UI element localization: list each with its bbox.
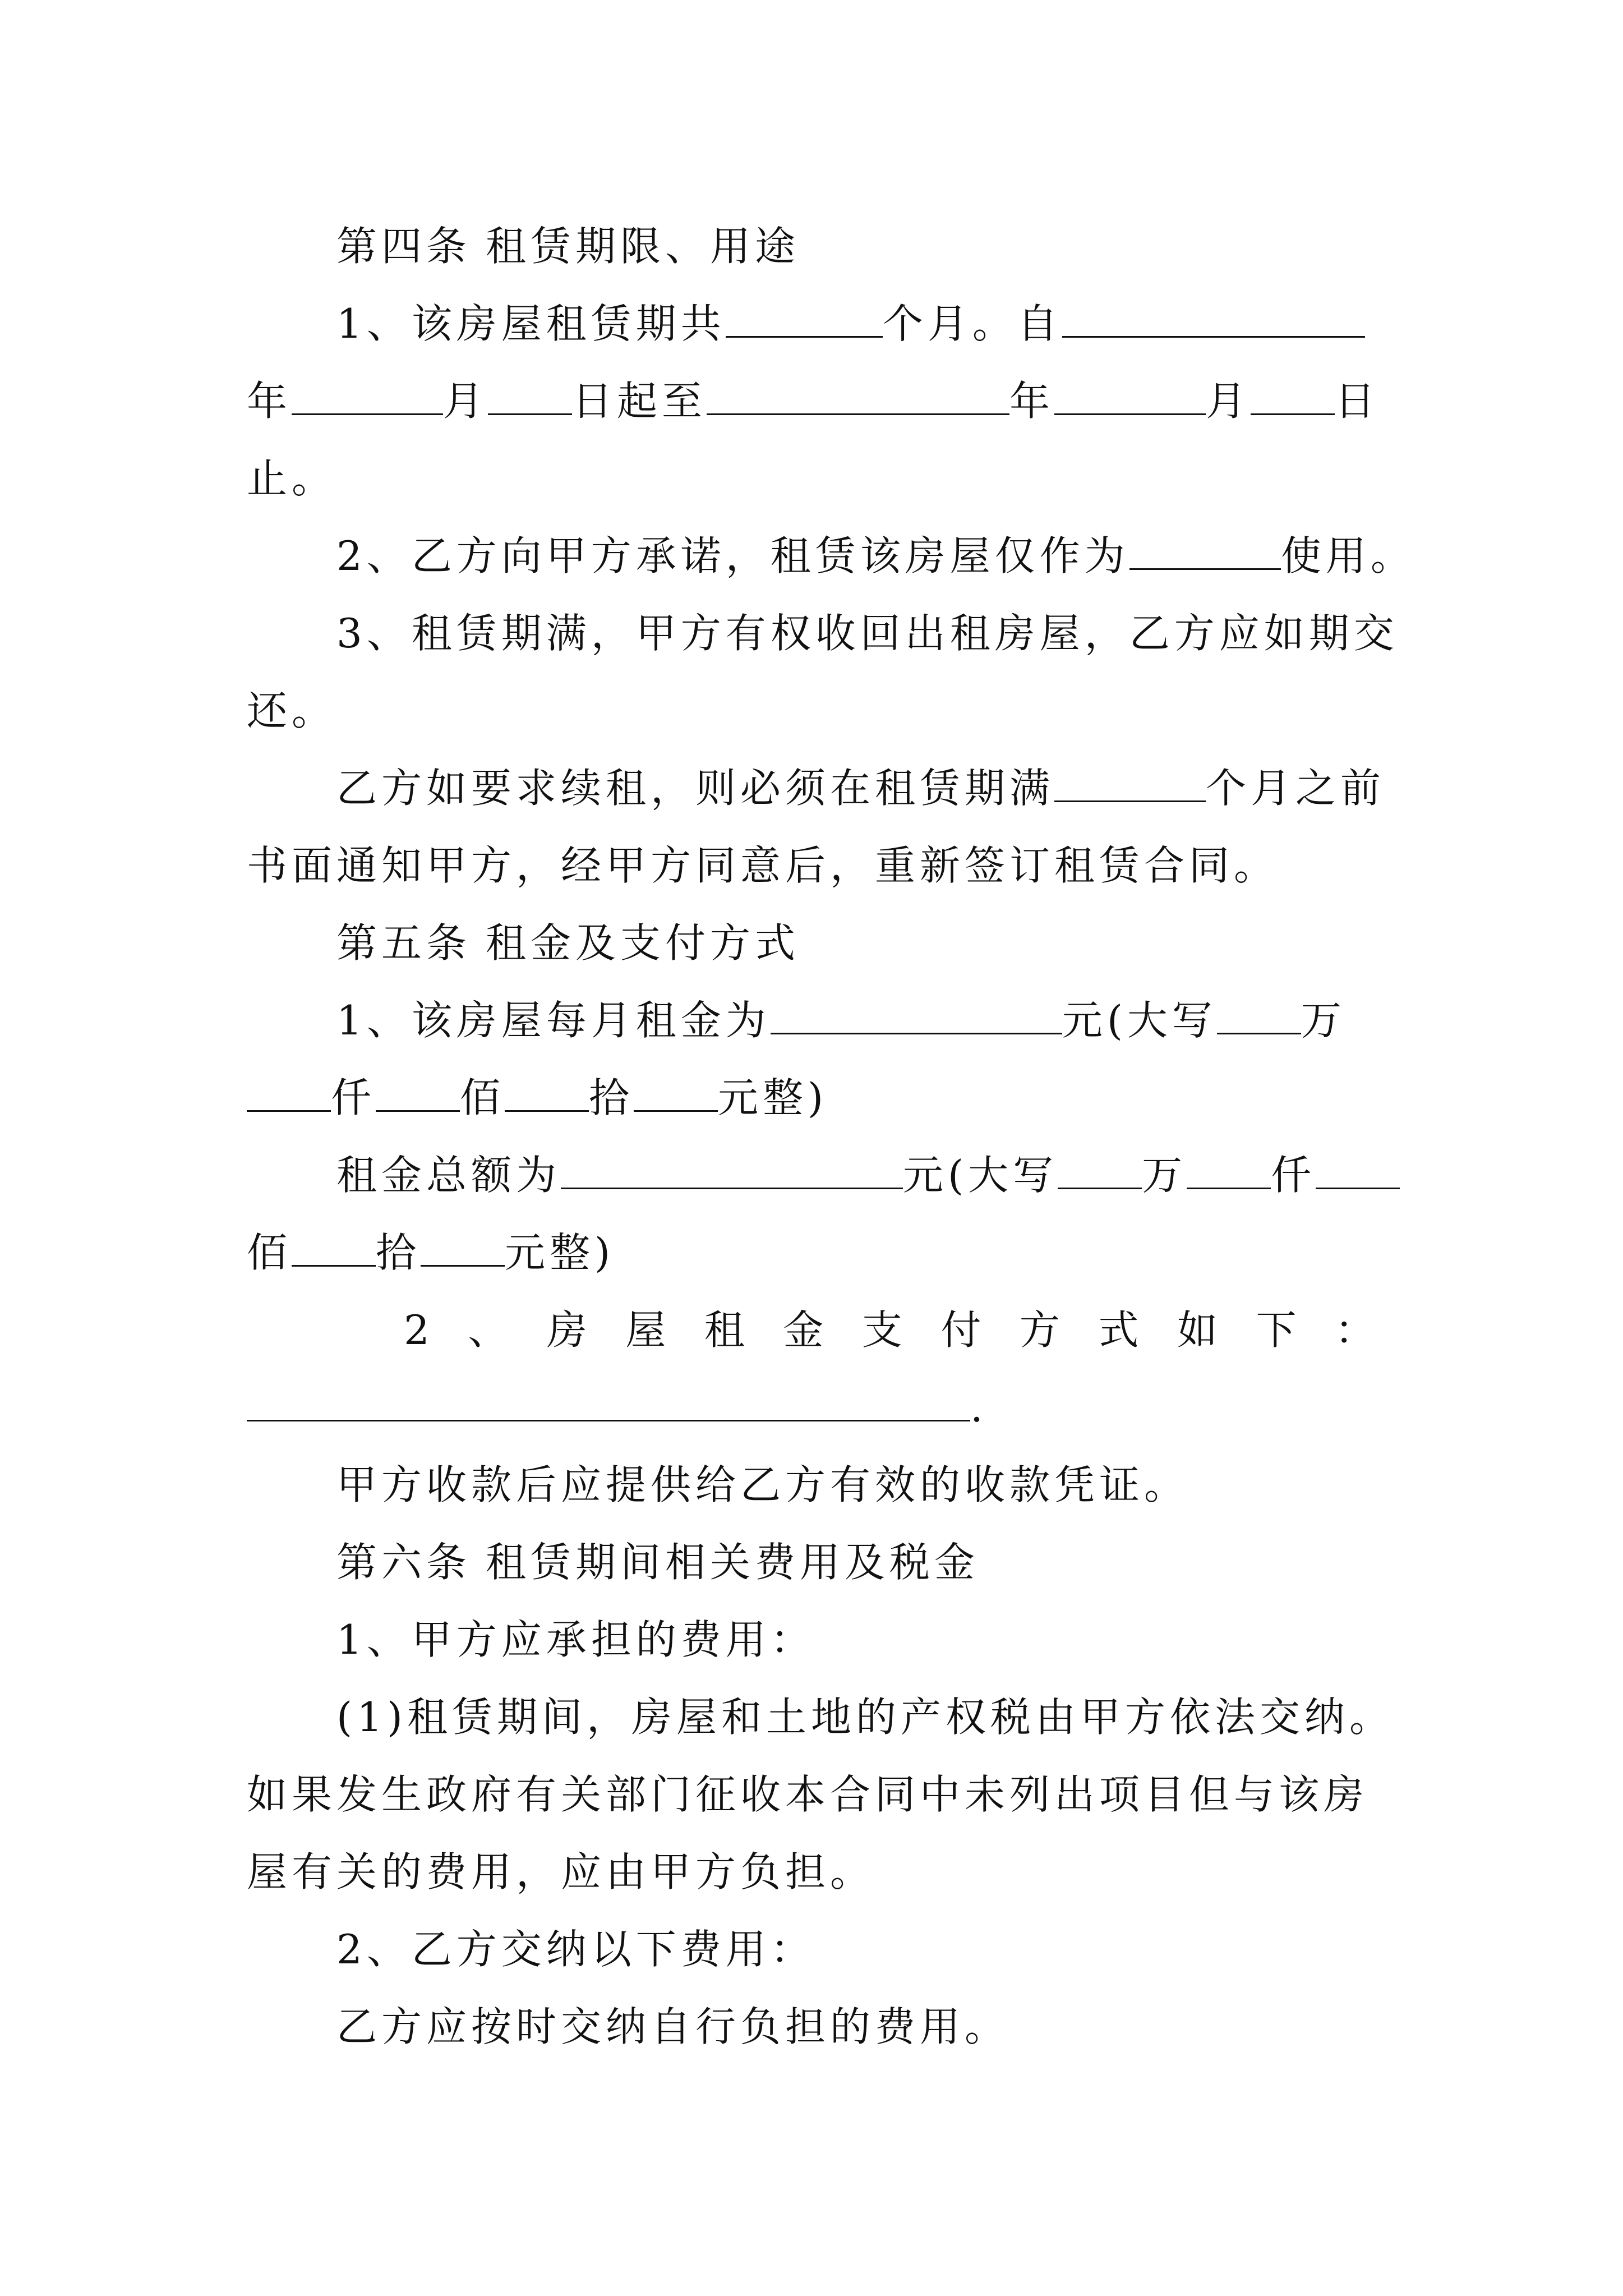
clause-text: 1、该房屋租赁期共 [336, 300, 726, 347]
clause-6-2-body [247, 1988, 1380, 2065]
total-rent-line-2 [247, 1214, 1380, 1291]
blank-field[interactable] [421, 1222, 505, 1267]
blank-field[interactable] [292, 1222, 376, 1267]
spaced-char: 如 [1177, 1306, 1222, 1354]
section-4-subtitle: 租赁期限、用途 [486, 223, 800, 270]
renewal-line-1 [247, 749, 1386, 827]
clause-5-1-line-2 [247, 1059, 1380, 1137]
clause-4-1-line-1 [247, 285, 1380, 362]
clause-5-2-line-2 [247, 1369, 1380, 1446]
clause-4-1-line-2 [247, 362, 1380, 440]
blank-field[interactable] [1316, 1145, 1400, 1189]
spaced-char: 2 [404, 1306, 434, 1354]
clause-6-2 [247, 1911, 1380, 1988]
section-6-title: 第六条 [336, 1539, 472, 1586]
clause-6-1-1-line-3 [247, 1833, 1380, 1911]
blank-field[interactable] [1251, 371, 1335, 415]
clause-text: 月 [443, 378, 488, 425]
clause-6-1-1-line-2 [247, 1756, 1380, 1833]
clause-text: 1、该房屋每月租金为 [336, 997, 771, 1044]
clause-5-2-line-1 [247, 1291, 1380, 1369]
clause-text: 元整) [718, 1074, 828, 1121]
clause-text: 还。 [247, 687, 337, 734]
section-5-heading [247, 904, 1380, 982]
total-rent-line-1 [247, 1137, 1380, 1214]
clause-text: 个月。自 [882, 300, 1062, 347]
blank-field[interactable] [488, 371, 572, 415]
contract-text [247, 208, 1415, 2065]
clause-text: 个月之前 [1206, 765, 1386, 812]
clause-text: 万 [1301, 997, 1346, 1044]
clause-text: 乙方应按时交纳自行负担的费用。 [336, 2003, 1010, 2050]
blank-field[interactable] [247, 1377, 970, 1421]
spaced-char: 屋 [625, 1306, 671, 1354]
blank-field[interactable] [771, 990, 1062, 1034]
section-5-title: 第五条 [336, 919, 472, 967]
clause-text: (1)租赁期间，房屋和土地的产权税由甲方依法交纳。 [336, 1694, 1394, 1741]
clause-text: 仟 [1271, 1152, 1316, 1199]
clause-4-3-line-1 [247, 595, 1399, 672]
blank-field[interactable] [634, 1068, 718, 1112]
clause-text: 2、乙方向甲方承诺，租赁该房屋仅作为 [336, 532, 1129, 579]
spaced-char: 金 [783, 1306, 828, 1354]
spaced-char: 式 [1098, 1306, 1144, 1354]
spaced-char: 方 [1019, 1306, 1064, 1354]
clause-text: 1、甲方应承担的费用： [336, 1616, 815, 1663]
blank-field[interactable] [1058, 1145, 1142, 1189]
clause-text: 使用。 [1280, 532, 1415, 579]
clause-text: 乙方如要求续租，则必须在租赁期满 [336, 765, 1055, 812]
spaced-char: 付 [940, 1306, 986, 1354]
clause-text: 元整) [505, 1229, 615, 1276]
blank-field[interactable] [1054, 758, 1206, 802]
clause-4-3-line-2 [247, 672, 1380, 749]
clause-4-2 [247, 517, 1415, 595]
clause-text: 月 [1206, 378, 1251, 425]
clause-text: 如果发生政府有关部门征收本合同中未列出项目但与该房 [247, 1771, 1369, 1818]
spaced-char: 房 [546, 1306, 592, 1354]
section-4-heading [247, 208, 1380, 285]
clause-text: 仟 [331, 1074, 376, 1121]
spaced-char: 下 [1256, 1306, 1301, 1354]
clause-text: 书面通知甲方，经甲方同意后，重新签订租赁合同。 [247, 842, 1279, 889]
clause-text: 年 [1009, 378, 1055, 425]
clause-text: 年 [247, 378, 292, 425]
clause-text: 止。 [247, 455, 337, 502]
receipt-line [247, 1446, 1380, 1524]
clause-text: 2、乙方交纳以下费用： [336, 1926, 815, 1973]
clause-text: 万 [1142, 1152, 1187, 1199]
clause-text: 日起至 [572, 378, 707, 425]
blank-field[interactable] [561, 1145, 903, 1189]
blank-field[interactable] [1129, 526, 1281, 570]
spaced-char: 、 [468, 1306, 513, 1354]
blank-field[interactable] [1062, 293, 1365, 338]
section-5-subtitle: 租金及支付方式 [486, 919, 800, 967]
clause-text: 元(大写 [1062, 997, 1217, 1044]
renewal-line-2 [247, 827, 1380, 904]
spaced-char: ： [1334, 1306, 1380, 1354]
clause-text: . [970, 1384, 988, 1431]
section-6-subtitle: 租赁期间相关费用及税金 [486, 1539, 980, 1586]
blank-field[interactable] [1187, 1145, 1271, 1189]
clause-6-1-1-line-1 [247, 1678, 1394, 1756]
clause-5-1-line-1 [247, 982, 1380, 1059]
blank-field[interactable] [292, 371, 443, 415]
clause-text: 甲方收款后应提供给乙方有效的收款凭证。 [336, 1461, 1189, 1508]
clause-text: 元(大写 [903, 1152, 1058, 1199]
blank-field[interactable] [726, 293, 883, 338]
clause-text: 3、租赁期满，甲方有权收回出租房屋，乙方应如期交 [336, 610, 1399, 657]
blank-field[interactable] [376, 1068, 460, 1112]
blank-field[interactable] [1054, 371, 1206, 415]
clause-text: 日 [1335, 378, 1380, 425]
section-4-title: 第四条 [336, 223, 472, 270]
blank-field[interactable] [505, 1068, 589, 1112]
blank-field[interactable] [247, 1068, 331, 1112]
clause-4-1-line-3 [247, 440, 1380, 517]
spaced-char: 支 [861, 1306, 907, 1354]
spaced-char: 租 [704, 1306, 749, 1354]
clause-text: 租金总额为 [336, 1152, 561, 1199]
clause-text: 屋有关的费用，应由甲方负担。 [247, 1848, 875, 1895]
blank-field[interactable] [1217, 990, 1301, 1034]
clause-text: 拾 [589, 1074, 634, 1121]
blank-field[interactable] [707, 371, 1009, 415]
clause-text: 佰 [247, 1229, 292, 1276]
clause-text: 拾 [376, 1229, 421, 1276]
clause-6-1 [247, 1601, 1380, 1678]
clause-text: 佰 [460, 1074, 505, 1121]
section-6-heading [247, 1524, 1380, 1601]
